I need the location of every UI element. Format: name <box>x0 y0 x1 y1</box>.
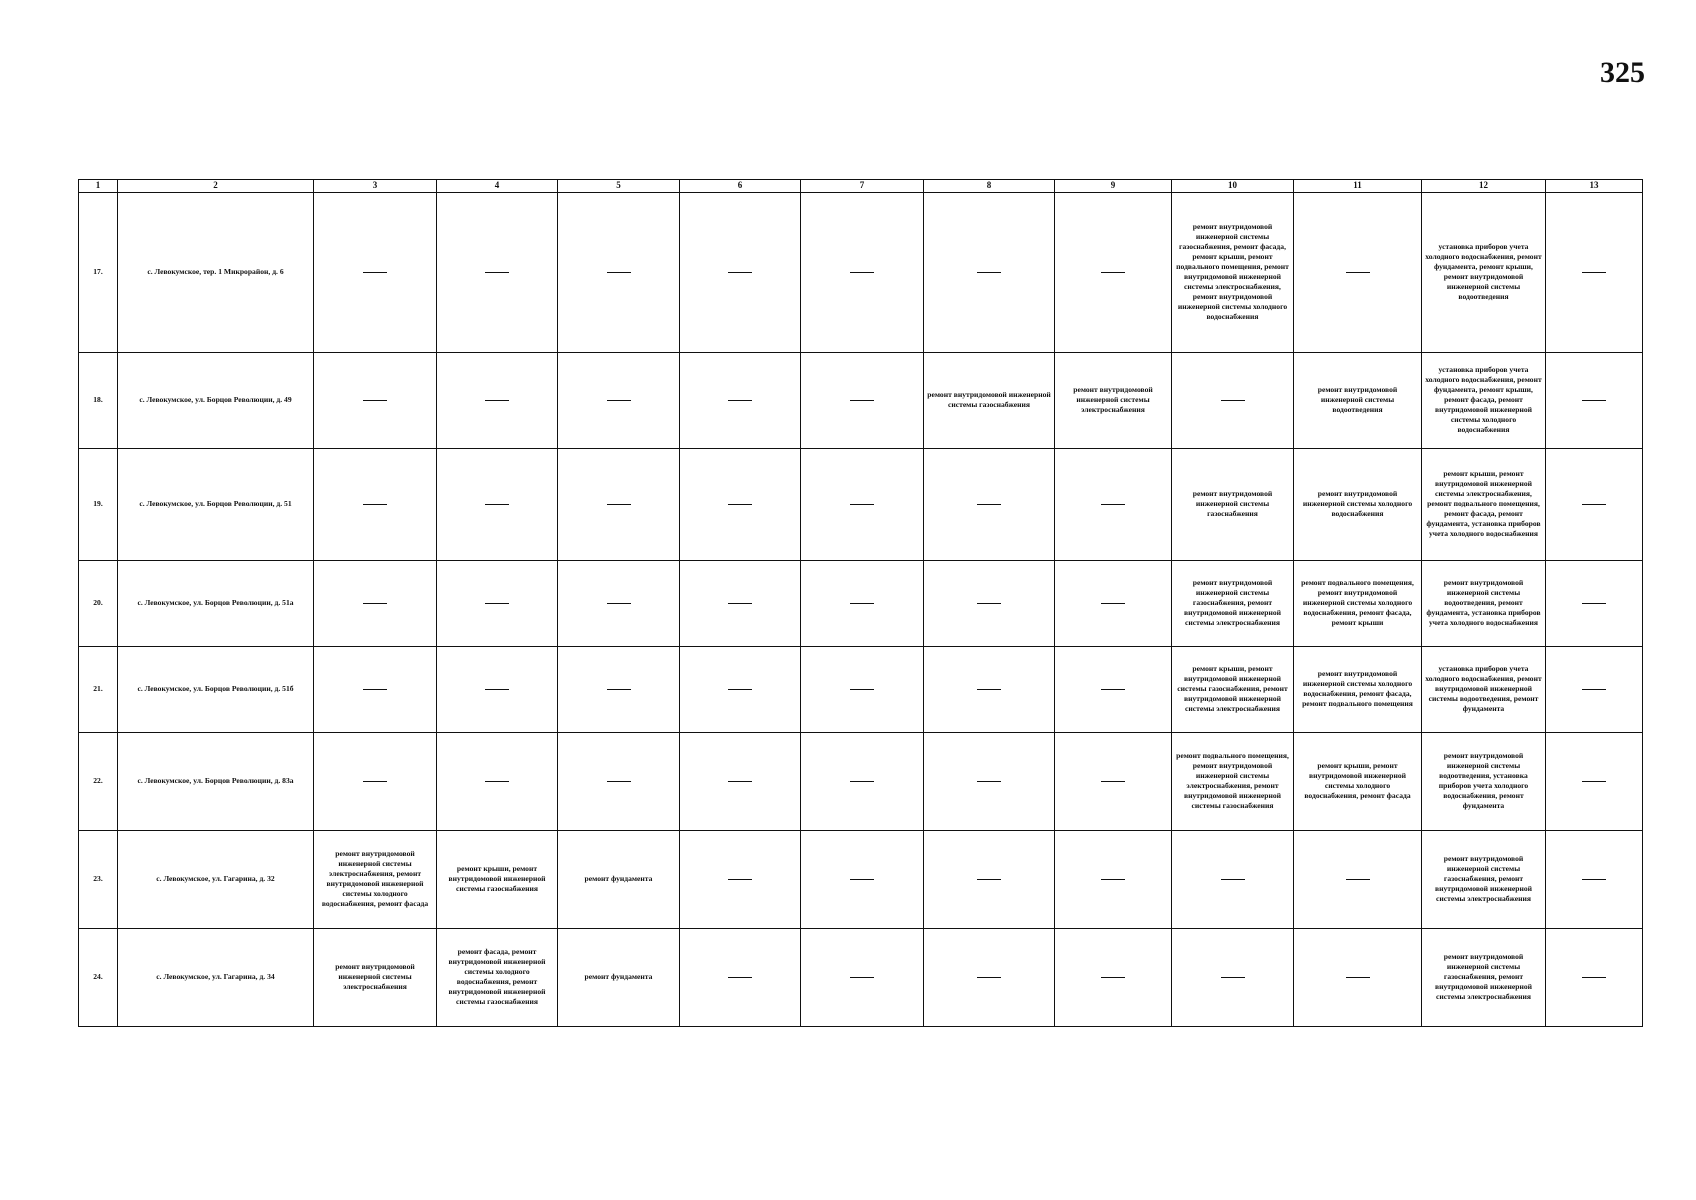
dash-mark <box>485 603 509 605</box>
table-row <box>79 352 1643 448</box>
empty-dash-cell <box>1172 830 1294 928</box>
work-description-cell: ремонт внутридомовой инженерной системы электроснабжения <box>1055 352 1172 448</box>
empty-dash-cell <box>801 352 924 448</box>
column-number: 10 <box>1172 180 1294 193</box>
address-cell: с. Левокумское, ул. Борцов Революции, д. 51б <box>118 646 314 732</box>
dash-mark <box>1582 689 1606 691</box>
empty-dash-cell <box>437 646 558 732</box>
work-description-cell: ремонт крыши, ремонт внутридомовой инженерной системы холодного водоснабжения, ремонт фасада <box>1294 732 1422 830</box>
dash-mark <box>728 879 752 881</box>
row-number: 24. <box>79 928 118 1026</box>
work-description-cell: ремонт фундамента <box>558 928 680 1026</box>
empty-dash-cell <box>314 646 437 732</box>
work-description-cell: ремонт крыши, ремонт внутридомовой инженерной системы электроснабжения, ремонт подвального помещения, ремонт фасада, ремонт фундамента, установка приборов учета холодного водоснабжения <box>1422 448 1546 560</box>
dash-mark <box>850 504 874 506</box>
empty-dash-cell <box>680 928 801 1026</box>
empty-dash-cell <box>1055 560 1172 646</box>
empty-dash-cell <box>314 448 437 560</box>
work-description-cell: ремонт внутридомовой инженерной системы холодного водоснабжения <box>1294 448 1422 560</box>
table-row <box>79 830 1643 928</box>
dash-mark <box>728 977 752 979</box>
empty-dash-cell <box>680 448 801 560</box>
empty-dash-cell <box>1055 732 1172 830</box>
empty-dash-cell <box>924 646 1055 732</box>
dash-mark <box>363 504 387 506</box>
address-cell: с. Левокумское, ул. Борцов Революции, д. 49 <box>118 352 314 448</box>
dash-mark <box>728 272 752 274</box>
dash-mark <box>1101 272 1125 274</box>
table-row <box>79 192 1643 352</box>
dash-mark <box>607 689 631 691</box>
empty-dash-cell <box>558 732 680 830</box>
dash-mark <box>363 781 387 783</box>
dash-mark <box>485 272 509 274</box>
empty-dash-cell <box>1055 646 1172 732</box>
dash-mark <box>485 781 509 783</box>
dash-mark <box>1101 603 1125 605</box>
empty-dash-cell <box>924 928 1055 1026</box>
dash-mark <box>1221 400 1245 402</box>
empty-dash-cell <box>314 732 437 830</box>
dash-mark <box>1582 272 1606 274</box>
dash-mark <box>850 977 874 979</box>
work-description-cell: ремонт внутридомовой инженерной системы газоснабжения, ремонт фасада, ремонт крыши, ремонт подвального помещения, ремонт внутридомовой инженерной системы электроснабжения, ремонт внутридомовой инженерной системы холодного водоснабжения <box>1172 192 1294 352</box>
work-description-cell: ремонт внутридомовой инженерной системы газоснабжения <box>1172 448 1294 560</box>
empty-dash-cell <box>801 732 924 830</box>
empty-dash-cell <box>680 732 801 830</box>
header-row <box>79 180 1643 193</box>
dash-mark <box>363 689 387 691</box>
row-number: 22. <box>79 732 118 830</box>
table-row <box>79 448 1643 560</box>
empty-dash-cell <box>924 830 1055 928</box>
table-row <box>79 928 1643 1026</box>
column-number: 1 <box>79 180 118 193</box>
work-description-cell: установка приборов учета холодного водоснабжения, ремонт фундамента, ремонт крыши, ремонт внутридомовой инженерной системы водоотведения <box>1422 192 1546 352</box>
dash-mark <box>1101 689 1125 691</box>
dash-mark <box>1221 977 1245 979</box>
empty-dash-cell <box>1294 830 1422 928</box>
empty-dash-cell <box>558 560 680 646</box>
work-description-cell: ремонт внутридомовой инженерной системы газоснабжения, ремонт внутридомовой инженерной системы электроснабжения <box>1422 830 1546 928</box>
empty-dash-cell <box>801 448 924 560</box>
dash-mark <box>1101 504 1125 506</box>
column-number: 3 <box>314 180 437 193</box>
dash-mark <box>977 689 1001 691</box>
work-description-cell: ремонт внутридомовой инженерной системы электроснабжения <box>314 928 437 1026</box>
dash-mark <box>1582 603 1606 605</box>
dash-mark <box>977 504 1001 506</box>
work-description-cell: ремонт внутридомовой инженерной системы водоотведения, установка приборов учета холодного водоснабжения, ремонт фундамента <box>1422 732 1546 830</box>
empty-dash-cell <box>1172 352 1294 448</box>
empty-dash-cell <box>1294 192 1422 352</box>
address-cell: с. Левокумское, ул. Борцов Революции, д. 51а <box>118 560 314 646</box>
dash-mark <box>1582 977 1606 979</box>
empty-dash-cell <box>680 646 801 732</box>
empty-dash-cell <box>558 192 680 352</box>
empty-dash-cell <box>314 560 437 646</box>
column-number: 9 <box>1055 180 1172 193</box>
work-description-cell: установка приборов учета холодного водоснабжения, ремонт фундамента, ремонт крыши, ремонт фасада, ремонт внутридомовой инженерной системы холодного водоснабжения <box>1422 352 1546 448</box>
column-number: 7 <box>801 180 924 193</box>
empty-dash-cell <box>558 352 680 448</box>
work-description-cell: ремонт крыши, ремонт внутридомовой инженерной системы газоснабжения <box>437 830 558 928</box>
dash-mark <box>1582 781 1606 783</box>
dash-mark <box>1346 977 1370 979</box>
repair-schedule-table <box>78 179 1643 1027</box>
dash-mark <box>1101 977 1125 979</box>
dash-mark <box>728 504 752 506</box>
empty-dash-cell <box>801 646 924 732</box>
dash-mark <box>728 781 752 783</box>
table-row <box>79 646 1643 732</box>
empty-dash-cell <box>558 646 680 732</box>
address-cell: с. Левокумское, ул. Гагарина, д. 34 <box>118 928 314 1026</box>
table-row <box>79 560 1643 646</box>
empty-dash-cell <box>680 560 801 646</box>
column-number-header <box>79 180 1643 193</box>
empty-dash-cell <box>437 732 558 830</box>
column-number: 8 <box>924 180 1055 193</box>
empty-dash-cell <box>1294 928 1422 1026</box>
dash-mark <box>1582 504 1606 506</box>
dash-mark <box>607 400 631 402</box>
dash-mark <box>1101 781 1125 783</box>
empty-dash-cell <box>1055 448 1172 560</box>
empty-dash-cell <box>1546 560 1643 646</box>
empty-dash-cell <box>1546 928 1643 1026</box>
row-number: 20. <box>79 560 118 646</box>
dash-mark <box>850 400 874 402</box>
dash-mark <box>485 689 509 691</box>
empty-dash-cell <box>437 560 558 646</box>
table-row <box>79 732 1643 830</box>
dash-mark <box>1582 400 1606 402</box>
dash-mark <box>485 400 509 402</box>
empty-dash-cell <box>437 192 558 352</box>
dash-mark <box>485 504 509 506</box>
dash-mark <box>977 781 1001 783</box>
empty-dash-cell <box>924 732 1055 830</box>
dash-mark <box>850 781 874 783</box>
work-description-cell: ремонт фундамента <box>558 830 680 928</box>
dash-mark <box>363 603 387 605</box>
empty-dash-cell <box>1546 732 1643 830</box>
empty-dash-cell <box>924 560 1055 646</box>
page-number: 325 <box>1600 56 1645 89</box>
row-number: 18. <box>79 352 118 448</box>
work-description-cell: ремонт внутридомовой инженерной системы водоотведения <box>1294 352 1422 448</box>
empty-dash-cell <box>801 928 924 1026</box>
empty-dash-cell <box>1546 448 1643 560</box>
dash-mark <box>363 400 387 402</box>
column-number: 13 <box>1546 180 1643 193</box>
row-number: 19. <box>79 448 118 560</box>
row-number: 17. <box>79 192 118 352</box>
dash-mark <box>977 603 1001 605</box>
empty-dash-cell <box>1055 928 1172 1026</box>
empty-dash-cell <box>801 560 924 646</box>
empty-dash-cell <box>314 192 437 352</box>
empty-dash-cell <box>1546 646 1643 732</box>
empty-dash-cell <box>437 352 558 448</box>
row-number: 23. <box>79 830 118 928</box>
empty-dash-cell <box>680 192 801 352</box>
address-cell: с. Левокумское, ул. Борцов Революции, д. 51 <box>118 448 314 560</box>
work-description-cell: ремонт внутридомовой инженерной системы электроснабжения, ремонт внутридомовой инженерной системы холодного водоснабжения, ремонт фасада <box>314 830 437 928</box>
dash-mark <box>850 879 874 881</box>
empty-dash-cell <box>680 352 801 448</box>
address-cell: с. Левокумское, ул. Гагарина, д. 32 <box>118 830 314 928</box>
work-description-cell: ремонт подвального помещения, ремонт внутридомовой инженерной системы холодного водоснабжения, ремонт фасада, ремонт крыши <box>1294 560 1422 646</box>
work-description-cell: ремонт внутридомовой инженерной системы газоснабжения, ремонт внутридомовой инженерной системы электроснабжения <box>1172 560 1294 646</box>
dash-mark <box>728 603 752 605</box>
work-description-cell: ремонт крыши, ремонт внутридомовой инженерной системы газоснабжения, ремонт внутридомовой инженерной системы электроснабжения <box>1172 646 1294 732</box>
dash-mark <box>607 781 631 783</box>
work-description-cell: ремонт внутридомовой инженерной системы водоотведения, ремонт фундамента, установка приборов учета холодного водоснабжения <box>1422 560 1546 646</box>
dash-mark <box>607 504 631 506</box>
dash-mark <box>728 689 752 691</box>
empty-dash-cell <box>680 830 801 928</box>
empty-dash-cell <box>1172 928 1294 1026</box>
column-number: 4 <box>437 180 558 193</box>
dash-mark <box>850 689 874 691</box>
empty-dash-cell <box>1546 352 1643 448</box>
column-number: 12 <box>1422 180 1546 193</box>
empty-dash-cell <box>437 448 558 560</box>
dash-mark <box>1346 272 1370 274</box>
work-description-cell: установка приборов учета холодного водоснабжения, ремонт внутридомовой инженерной системы водоотведения, ремонт фундамента <box>1422 646 1546 732</box>
empty-dash-cell <box>314 352 437 448</box>
work-description-cell: ремонт фасада, ремонт внутридомовой инженерной системы холодного водоснабжения, ремонт внутридомовой инженерной системы газоснабжения <box>437 928 558 1026</box>
column-number: 6 <box>680 180 801 193</box>
dash-mark <box>363 272 387 274</box>
column-number: 2 <box>118 180 314 193</box>
empty-dash-cell <box>558 448 680 560</box>
table-body <box>79 192 1643 1026</box>
empty-dash-cell <box>801 192 924 352</box>
dash-mark <box>1221 879 1245 881</box>
empty-dash-cell <box>801 830 924 928</box>
empty-dash-cell <box>1546 192 1643 352</box>
work-description-cell: ремонт подвального помещения, ремонт внутридомовой инженерной системы электроснабжения, ремонт внутридомовой инженерной системы газоснабжения <box>1172 732 1294 830</box>
dash-mark <box>1101 879 1125 881</box>
dash-mark <box>850 603 874 605</box>
dash-mark <box>607 603 631 605</box>
work-description-cell: ремонт внутридомовой инженерной системы холодного водоснабжения, ремонт фасада, ремонт подвального помещения <box>1294 646 1422 732</box>
work-description-cell: ремонт внутридомовой инженерной системы газоснабжения, ремонт внутридомовой инженерной системы электроснабжения <box>1422 928 1546 1026</box>
empty-dash-cell <box>924 448 1055 560</box>
empty-dash-cell <box>1055 830 1172 928</box>
address-cell: с. Левокумское, ул. Борцов Революции, д. 83а <box>118 732 314 830</box>
dash-mark <box>1346 879 1370 881</box>
dash-mark <box>977 879 1001 881</box>
empty-dash-cell <box>1055 192 1172 352</box>
empty-dash-cell <box>1546 830 1643 928</box>
row-number: 21. <box>79 646 118 732</box>
column-number: 11 <box>1294 180 1422 193</box>
work-description-cell: ремонт внутридомовой инженерной системы газоснабжения <box>924 352 1055 448</box>
dash-mark <box>1582 879 1606 881</box>
dash-mark <box>728 400 752 402</box>
column-number: 5 <box>558 180 680 193</box>
dash-mark <box>850 272 874 274</box>
dash-mark <box>977 272 1001 274</box>
address-cell: с. Левокумское, тер. 1 Микрорайон, д. 6 <box>118 192 314 352</box>
dash-mark <box>977 977 1001 979</box>
empty-dash-cell <box>924 192 1055 352</box>
dash-mark <box>607 272 631 274</box>
